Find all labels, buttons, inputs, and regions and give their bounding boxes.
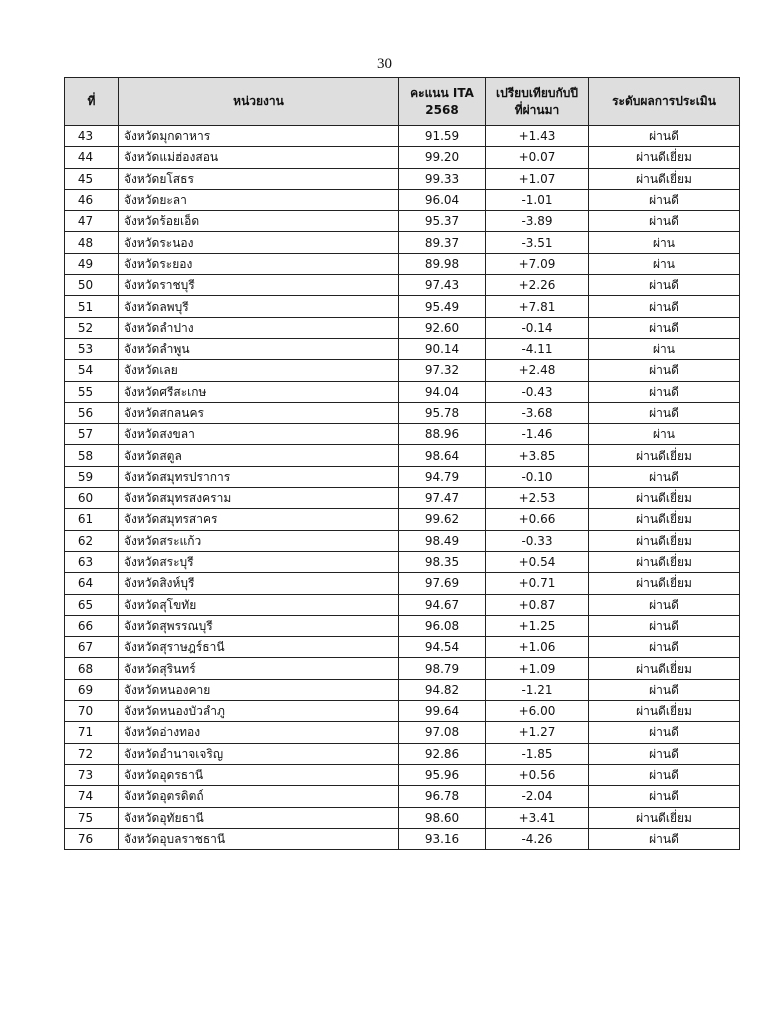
cell-unit: จังหวัดสตูล: [119, 445, 399, 466]
cell-level: ผ่านดี: [589, 126, 740, 147]
cell-unit: จังหวัดสุรินทร์: [119, 658, 399, 679]
cell-score: 91.59: [399, 126, 486, 147]
header-score-line2: 2568: [425, 102, 459, 117]
cell-no: 71: [65, 722, 119, 743]
cell-unit: จังหวัดสระแก้ว: [119, 530, 399, 551]
cell-score: 98.35: [399, 551, 486, 572]
cell-level: ผ่านดี: [589, 466, 740, 487]
cell-unit: จังหวัดอุทัยธานี: [119, 807, 399, 828]
cell-diff: +0.54: [486, 551, 589, 572]
cell-diff: +0.87: [486, 594, 589, 615]
table-row: [65, 381, 740, 402]
cell-unit: จังหวัดลำปาง: [119, 317, 399, 338]
cell-score: 89.37: [399, 232, 486, 253]
cell-unit: จังหวัดอ่างทอง: [119, 722, 399, 743]
cell-unit: จังหวัดอุบลราชธานี: [119, 828, 399, 849]
page-number: 30: [377, 56, 392, 72]
cell-diff: +6.00: [486, 701, 589, 722]
cell-no: 74: [65, 786, 119, 807]
cell-score: 94.54: [399, 637, 486, 658]
cell-level: ผ่านดี: [589, 828, 740, 849]
cell-no: 51: [65, 296, 119, 317]
cell-no: 57: [65, 424, 119, 445]
cell-unit: จังหวัดสระบุรี: [119, 551, 399, 572]
cell-score: 95.96: [399, 764, 486, 785]
table-row: [65, 402, 740, 423]
cell-no: 66: [65, 615, 119, 636]
cell-diff: +2.26: [486, 275, 589, 296]
cell-score: 98.79: [399, 658, 486, 679]
cell-level: ผ่านดี: [589, 211, 740, 232]
cell-score: 94.79: [399, 466, 486, 487]
cell-level: ผ่านดี: [589, 615, 740, 636]
cell-no: 46: [65, 189, 119, 210]
table-body: [65, 126, 740, 850]
cell-diff: -1.01: [486, 189, 589, 210]
cell-score: 94.67: [399, 594, 486, 615]
table-row: [65, 807, 740, 828]
cell-unit: จังหวัดร้อยเอ็ด: [119, 211, 399, 232]
table-row: [65, 637, 740, 658]
cell-diff: +3.41: [486, 807, 589, 828]
cell-score: 88.96: [399, 424, 486, 445]
cell-unit: จังหวัดอุตรดิตถ์: [119, 786, 399, 807]
cell-unit: จังหวัดสงขลา: [119, 424, 399, 445]
cell-score: 97.08: [399, 722, 486, 743]
cell-unit: จังหวัดราชบุรี: [119, 275, 399, 296]
cell-no: 67: [65, 637, 119, 658]
cell-diff: +2.48: [486, 360, 589, 381]
cell-unit: จังหวัดสิงห์บุรี: [119, 573, 399, 594]
cell-diff: -0.14: [486, 317, 589, 338]
header-compare-line2: ที่ผ่านมา: [514, 102, 560, 117]
cell-level: ผ่านดีเยี่ยม: [589, 488, 740, 509]
cell-unit: จังหวัดระยอง: [119, 253, 399, 274]
table-row: [65, 722, 740, 743]
cell-level: ผ่านดีเยี่ยม: [589, 551, 740, 572]
cell-diff: +7.81: [486, 296, 589, 317]
cell-diff: -2.04: [486, 786, 589, 807]
cell-no: 65: [65, 594, 119, 615]
table-row: [65, 679, 740, 700]
cell-score: 95.78: [399, 402, 486, 423]
table-row: [65, 551, 740, 572]
cell-score: 92.60: [399, 317, 486, 338]
cell-level: ผ่านดีเยี่ยม: [589, 168, 740, 189]
table-row: [65, 211, 740, 232]
cell-score: 90.14: [399, 338, 486, 359]
cell-no: 63: [65, 551, 119, 572]
cell-level: ผ่านดี: [589, 275, 740, 296]
cell-no: 47: [65, 211, 119, 232]
cell-unit: จังหวัดระนอง: [119, 232, 399, 253]
table-row: [65, 488, 740, 509]
cell-diff: -4.26: [486, 828, 589, 849]
cell-no: 61: [65, 509, 119, 530]
cell-level: ผ่านดี: [589, 360, 740, 381]
header-score: [399, 78, 486, 126]
cell-unit: จังหวัดสุราษฎร์ธานี: [119, 637, 399, 658]
table-row: [65, 658, 740, 679]
cell-unit: จังหวัดหนองคาย: [119, 679, 399, 700]
cell-diff: -4.11: [486, 338, 589, 359]
cell-diff: +7.09: [486, 253, 589, 274]
cell-level: ผ่านดี: [589, 296, 740, 317]
cell-level: ผ่านดีเยี่ยม: [589, 147, 740, 168]
cell-level: ผ่านดี: [589, 764, 740, 785]
table-row: [65, 296, 740, 317]
cell-diff: +1.25: [486, 615, 589, 636]
cell-level: ผ่านดี: [589, 189, 740, 210]
cell-diff: +2.53: [486, 488, 589, 509]
cell-unit: จังหวัดลพบุรี: [119, 296, 399, 317]
cell-diff: -3.68: [486, 402, 589, 423]
cell-score: 97.47: [399, 488, 486, 509]
cell-diff: -0.10: [486, 466, 589, 487]
cell-no: 73: [65, 764, 119, 785]
cell-level: ผ่าน: [589, 232, 740, 253]
cell-score: 99.64: [399, 701, 486, 722]
cell-diff: +1.09: [486, 658, 589, 679]
table-row: [65, 126, 740, 147]
cell-diff: -0.33: [486, 530, 589, 551]
table-row: [65, 466, 740, 487]
cell-level: ผ่านดีเยี่ยม: [589, 530, 740, 551]
cell-level: ผ่านดีเยี่ยม: [589, 445, 740, 466]
cell-no: 72: [65, 743, 119, 764]
table-row: [65, 828, 740, 849]
cell-no: 68: [65, 658, 119, 679]
cell-diff: -1.21: [486, 679, 589, 700]
table-row: [65, 189, 740, 210]
cell-level: ผ่านดีเยี่ยม: [589, 807, 740, 828]
cell-score: 94.82: [399, 679, 486, 700]
table-row: [65, 360, 740, 381]
cell-level: ผ่านดี: [589, 679, 740, 700]
cell-score: 96.04: [399, 189, 486, 210]
header-score-line1: คะแนน ITA: [410, 85, 474, 100]
cell-no: 59: [65, 466, 119, 487]
cell-unit: จังหวัดยโสธร: [119, 168, 399, 189]
header-no: ที่: [65, 78, 119, 126]
table-row: [65, 338, 740, 359]
cell-no: 48: [65, 232, 119, 253]
cell-score: 98.64: [399, 445, 486, 466]
table-row: [65, 445, 740, 466]
header-unit: หน่วยงาน: [119, 78, 399, 126]
cell-no: 64: [65, 573, 119, 594]
cell-no: 43: [65, 126, 119, 147]
table-row: [65, 168, 740, 189]
table-row: [65, 275, 740, 296]
cell-score: 99.20: [399, 147, 486, 168]
cell-level: ผ่าน: [589, 338, 740, 359]
cell-no: 70: [65, 701, 119, 722]
cell-diff: +3.85: [486, 445, 589, 466]
cell-unit: จังหวัดลำพูน: [119, 338, 399, 359]
cell-level: ผ่านดี: [589, 786, 740, 807]
cell-no: 60: [65, 488, 119, 509]
cell-diff: +1.06: [486, 637, 589, 658]
cell-diff: +0.71: [486, 573, 589, 594]
table-row: [65, 701, 740, 722]
cell-diff: -3.89: [486, 211, 589, 232]
cell-score: 95.49: [399, 296, 486, 317]
table-row: [65, 147, 740, 168]
cell-diff: +1.07: [486, 168, 589, 189]
cell-diff: +0.07: [486, 147, 589, 168]
cell-level: ผ่าน: [589, 253, 740, 274]
cell-unit: จังหวัดมุกดาหาร: [119, 126, 399, 147]
table-header: [65, 78, 740, 126]
cell-score: 93.16: [399, 828, 486, 849]
cell-score: 99.62: [399, 509, 486, 530]
cell-score: 97.43: [399, 275, 486, 296]
table-row: [65, 509, 740, 530]
cell-unit: จังหวัดยะลา: [119, 189, 399, 210]
cell-no: 75: [65, 807, 119, 828]
table-row: [65, 424, 740, 445]
cell-level: ผ่านดี: [589, 594, 740, 615]
table-row: [65, 232, 740, 253]
cell-diff: +1.27: [486, 722, 589, 743]
cell-level: ผ่านดี: [589, 381, 740, 402]
cell-no: 55: [65, 381, 119, 402]
cell-score: 98.49: [399, 530, 486, 551]
table-row: [65, 764, 740, 785]
cell-level: ผ่านดีเยี่ยม: [589, 701, 740, 722]
cell-unit: จังหวัดอำนาจเจริญ: [119, 743, 399, 764]
cell-diff: +1.43: [486, 126, 589, 147]
cell-unit: จังหวัดสุพรรณบุรี: [119, 615, 399, 636]
cell-level: ผ่านดีเยี่ยม: [589, 509, 740, 530]
cell-level: ผ่านดี: [589, 317, 740, 338]
cell-unit: จังหวัดสมุทรปราการ: [119, 466, 399, 487]
cell-no: 62: [65, 530, 119, 551]
cell-unit: จังหวัดอุดรธานี: [119, 764, 399, 785]
cell-no: 53: [65, 338, 119, 359]
table-row: [65, 615, 740, 636]
cell-level: ผ่านดี: [589, 722, 740, 743]
cell-no: 45: [65, 168, 119, 189]
cell-diff: +0.66: [486, 509, 589, 530]
cell-score: 97.69: [399, 573, 486, 594]
cell-no: 49: [65, 253, 119, 274]
cell-unit: จังหวัดเลย: [119, 360, 399, 381]
cell-score: 98.60: [399, 807, 486, 828]
cell-unit: จังหวัดสมุทรสงคราม: [119, 488, 399, 509]
cell-score: 96.08: [399, 615, 486, 636]
cell-score: 99.33: [399, 168, 486, 189]
cell-level: ผ่านดีเยี่ยม: [589, 573, 740, 594]
table-row: [65, 530, 740, 551]
cell-diff: +0.56: [486, 764, 589, 785]
cell-no: 76: [65, 828, 119, 849]
table-row: [65, 253, 740, 274]
cell-no: 69: [65, 679, 119, 700]
header-level: ระดับผลการประเมิน: [589, 78, 740, 126]
ita-results-table: [64, 77, 740, 850]
cell-no: 56: [65, 402, 119, 423]
cell-score: 97.32: [399, 360, 486, 381]
cell-score: 96.78: [399, 786, 486, 807]
cell-level: ผ่านดี: [589, 743, 740, 764]
cell-diff: -1.85: [486, 743, 589, 764]
cell-level: ผ่านดี: [589, 402, 740, 423]
header-compare-line1: เปรียบเทียบกับปี: [496, 85, 578, 100]
cell-no: 50: [65, 275, 119, 296]
cell-unit: จังหวัดศรีสะเกษ: [119, 381, 399, 402]
cell-score: 94.04: [399, 381, 486, 402]
header-compare: [486, 78, 589, 126]
header-row: [65, 78, 740, 126]
cell-no: 54: [65, 360, 119, 381]
cell-diff: -1.46: [486, 424, 589, 445]
cell-level: ผ่าน: [589, 424, 740, 445]
cell-level: ผ่านดี: [589, 637, 740, 658]
cell-no: 44: [65, 147, 119, 168]
table-row: [65, 743, 740, 764]
table-row: [65, 786, 740, 807]
cell-diff: -3.51: [486, 232, 589, 253]
cell-unit: จังหวัดสุโขทัย: [119, 594, 399, 615]
cell-unit: จังหวัดแม่ฮ่องสอน: [119, 147, 399, 168]
cell-unit: จังหวัดสกลนคร: [119, 402, 399, 423]
table-row: [65, 573, 740, 594]
cell-unit: จังหวัดสมุทรสาคร: [119, 509, 399, 530]
cell-unit: จังหวัดหนองบัวลำภู: [119, 701, 399, 722]
cell-no: 58: [65, 445, 119, 466]
cell-score: 92.86: [399, 743, 486, 764]
table-row: [65, 594, 740, 615]
cell-no: 52: [65, 317, 119, 338]
table-row: [65, 317, 740, 338]
cell-score: 89.98: [399, 253, 486, 274]
cell-diff: -0.43: [486, 381, 589, 402]
cell-level: ผ่านดีเยี่ยม: [589, 658, 740, 679]
cell-score: 95.37: [399, 211, 486, 232]
